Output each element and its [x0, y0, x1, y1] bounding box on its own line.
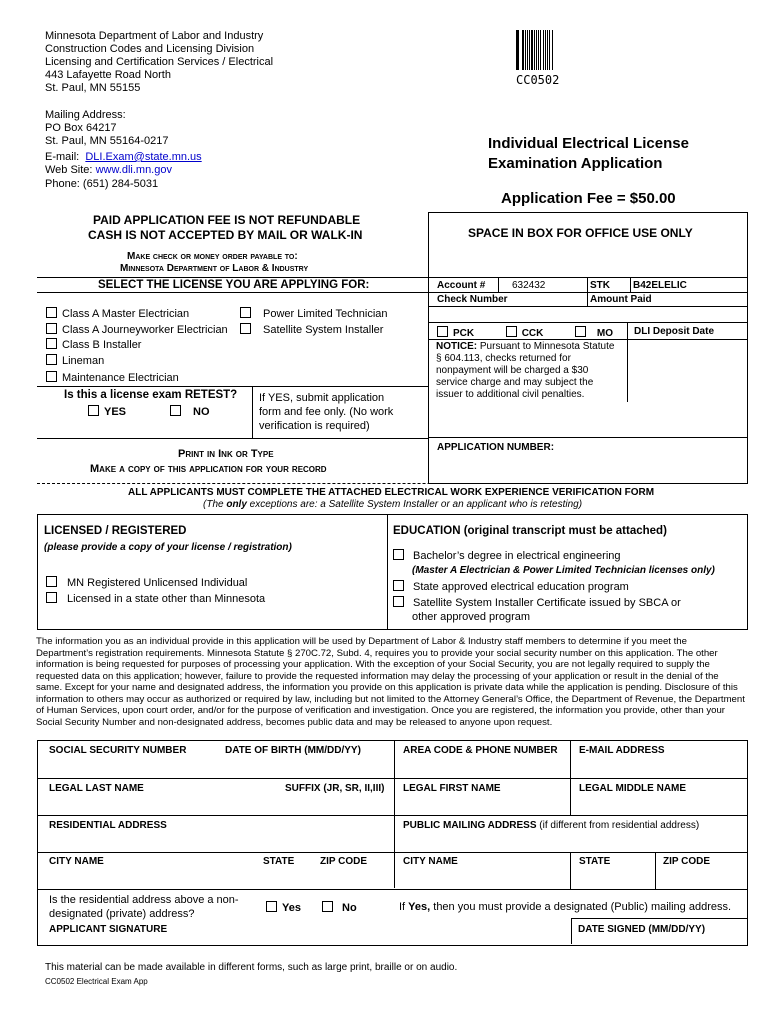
ssn-label: SOCIAL SECURITY NUMBER	[49, 745, 187, 756]
copy-instruction: Make a copy of this application for your record	[90, 463, 327, 475]
agency-name: Minnesota Department of Labor and Industry	[45, 30, 264, 42]
signature-label: APPLICANT SIGNATURE	[49, 924, 168, 935]
separator	[37, 483, 746, 484]
license-option-satellite[interactable]	[240, 323, 383, 336]
email-label: E-mail:	[45, 151, 80, 163]
checkbox[interactable]	[240, 307, 251, 318]
education-option-satellite[interactable]	[393, 596, 681, 609]
nondesignated-question-1: Is the residential address above a non-	[49, 894, 239, 906]
stk-value: B42ELELIC	[633, 280, 687, 291]
yes-label: Yes	[282, 902, 301, 914]
email-link[interactable]: DLI.Exam@state.mn.us	[85, 151, 202, 163]
education-satellite-cont: other approved program	[412, 611, 531, 623]
nondesignated-no-option[interactable]	[322, 901, 357, 914]
notice-text1: Pursuant to Minnesota Statute	[477, 341, 615, 352]
public-mailing-label	[403, 820, 699, 831]
date-signed-label: DATE SIGNED (MM/DD/YY)	[578, 924, 706, 935]
agency-unit: Licensing and Certification Services / Electrical	[45, 56, 274, 68]
cash-notice: CASH IS NOT ACCEPTED BY MAIL OR WALK-IN	[88, 228, 363, 242]
note-yes: Yes,	[408, 901, 431, 913]
checkbox[interactable]	[46, 323, 57, 334]
checkbox[interactable]	[46, 307, 57, 318]
stk-label: STK	[590, 280, 610, 291]
license-option-maintenance[interactable]	[46, 371, 179, 384]
retest-note-3: verification is required)	[259, 420, 370, 432]
note-text: then you must provide a designated (Public) mailing address.	[430, 901, 732, 913]
first-name-label: LEGAL FIRST NAME	[403, 783, 501, 794]
last-name-label: LEGAL LAST NAME	[49, 783, 144, 794]
cck-label: CCK	[521, 328, 544, 339]
licensed-option-other-state[interactable]	[46, 592, 265, 605]
payable-line1: Make check or money order payable to:	[127, 251, 298, 262]
license-option-label: Class B Installer	[62, 339, 142, 351]
refund-notice: PAID APPLICATION FEE IS NOT REFUNDABLE	[93, 213, 361, 227]
pck-checkbox[interactable]	[437, 326, 448, 337]
license-option-class-b[interactable]	[46, 338, 141, 351]
verification-notice: ALL APPLICANTS MUST COMPLETE THE ATTACHED ELECTRICAL WORK EXPERIENCE VERIFICATION FORM	[128, 487, 655, 498]
education-heading: EDUCATION (original transcript must be attached)	[393, 525, 667, 537]
state-label-residential: STATE	[263, 856, 295, 867]
form-id: CC0502 Electrical Exam App	[45, 977, 148, 986]
website-line	[45, 164, 172, 176]
account-label: Account #	[437, 280, 486, 291]
notice-line3: nonpayment will be charged a $30	[436, 365, 589, 376]
cck-checkbox[interactable]	[506, 326, 517, 337]
licensed-option-mn[interactable]	[46, 576, 247, 589]
licensed-subheading: (please provide a copy of your license / registration)	[44, 542, 292, 553]
dob-label: DATE OF BIRTH (MM/DD/YY)	[225, 745, 361, 756]
exceptions-text: exceptions are: a Satellite System Installer or an applicant who is retesting)	[246, 499, 583, 510]
license-option-label: Class A Master Electrician	[62, 308, 190, 320]
mo-label: MO	[596, 328, 614, 339]
checkbox[interactable]	[88, 405, 99, 416]
application-fee: Application Fee = $50.00	[501, 190, 676, 207]
note-prefix: If	[399, 901, 409, 913]
agency-division: Construction Codes and Licensing Division	[45, 43, 255, 55]
mailing-label: Mailing Address:	[45, 109, 126, 121]
retest-no-label: NO	[193, 406, 210, 418]
nondesignated-question-2: designated (private) address?	[49, 908, 195, 920]
check-number-label: Check Number	[437, 294, 508, 305]
checkbox[interactable]	[393, 596, 404, 607]
checkbox[interactable]	[266, 901, 277, 912]
verification-exceptions	[203, 499, 582, 510]
education-bachelors-note: (Master A Electrician & Power Limited Technician licenses only)	[412, 565, 715, 576]
retest-no-option[interactable]	[170, 405, 210, 418]
license-option-master[interactable]	[46, 307, 189, 320]
checkbox[interactable]	[46, 338, 57, 349]
licensed-option-label: Licensed in a state other than Minnesota	[67, 593, 266, 605]
print-instruction: Print in Ink or Type	[178, 448, 274, 460]
education-option-label: Satellite System Installer Certificate issued by SBCA or	[413, 597, 681, 609]
checkbox[interactable]	[46, 576, 57, 587]
zip-label-residential: ZIP CODE	[320, 856, 368, 867]
licensed-option-label: MN Registered Unlicensed Individual	[67, 577, 248, 589]
residential-address-label: RESIDENTIAL ADDRESS	[49, 820, 167, 831]
license-option-label: Power Limited Technician	[263, 308, 388, 320]
license-option-label: Maintenance Electrician	[62, 372, 179, 384]
email-field-label: E-MAIL ADDRESS	[579, 745, 665, 756]
education-option-label: State approved electrical education program	[413, 581, 629, 593]
agency-city: St. Paul, MN 55155	[45, 82, 141, 94]
license-select-heading: SELECT THE LICENSE YOU ARE APPLYING FOR:	[98, 279, 370, 291]
education-option-label: Bachelor’s degree in electrical engineering	[413, 550, 621, 562]
zip-label-mailing: ZIP CODE	[663, 856, 711, 867]
form-title-line1: Individual Electrical License	[488, 135, 689, 152]
checkbox[interactable]	[46, 354, 57, 365]
retest-note-2: form and fee only. (No work	[259, 406, 394, 418]
retest-note-1: If YES, submit application	[259, 392, 385, 404]
email-line	[45, 151, 202, 163]
phone-line: Phone: (651) 284-5031	[45, 178, 159, 190]
mailing-city: St. Paul, MN 55164-0217	[45, 135, 169, 147]
checkbox[interactable]	[240, 323, 251, 334]
checkbox[interactable]	[170, 405, 181, 416]
application-number-label: APPLICATION NUMBER:	[437, 442, 555, 453]
education-option-bachelors[interactable]	[393, 549, 621, 562]
mo-checkbox[interactable]	[575, 326, 586, 337]
retest-yes-label: YES	[104, 406, 127, 418]
alt-formats-note: This material can be made available in different forms, such as large print, braille or on audio.	[45, 962, 458, 973]
license-option-power-limited[interactable]	[240, 307, 388, 320]
application-number-field[interactable]	[432, 455, 742, 479]
licensed-heading: LICENSED / REGISTERED	[44, 525, 187, 537]
notice-line1: NOTICE: Pursuant to Minnesota Statute	[436, 341, 615, 352]
agency-street: 443 Lafayette Road North	[45, 69, 171, 81]
notice-line4: service charge and may subject the	[436, 377, 594, 388]
account-value: 632432	[512, 280, 546, 291]
checkbox[interactable]	[393, 580, 404, 591]
exceptions-prefix: (The	[203, 499, 227, 510]
license-option-lineman[interactable]	[46, 354, 104, 367]
middle-name-label: LEGAL MIDDLE NAME	[579, 783, 687, 794]
office-use-heading: SPACE IN BOX FOR OFFICE USE ONLY	[468, 226, 693, 240]
payment-type-row	[437, 326, 613, 339]
license-option-journeyworker[interactable]	[46, 323, 228, 336]
education-option-state-program[interactable]	[393, 580, 629, 593]
public-mailing-title: PUBLIC MAILING ADDRESS	[403, 820, 537, 831]
pck-label: PCK	[453, 328, 475, 339]
form-code: CC0502	[516, 73, 560, 87]
license-option-label: Class A Journeyworker Electrician	[62, 324, 228, 336]
payable-line2: Minnesota Department of Labor & Industry	[120, 263, 309, 274]
checkbox[interactable]	[46, 371, 57, 382]
retest-question: Is this a license exam RETEST?	[64, 389, 238, 401]
website-link[interactable]: www.dli.mn.gov	[95, 164, 172, 176]
state-label-mailing: STATE	[579, 856, 611, 867]
license-option-label: Lineman	[62, 355, 105, 367]
amount-paid-label: Amount Paid	[590, 294, 652, 305]
nondesignated-yes-option[interactable]	[266, 901, 301, 914]
license-option-label: Satellite System Installer	[263, 324, 384, 336]
phone-label: AREA CODE & PHONE NUMBER	[403, 745, 558, 756]
privacy-notice: The information you as an individual provide in this application will be used by Department of Labor & Industry staff members to determine if you meet the Department’s registration requirements. Minnesota Statute § 270C.72, Subd. 4, requires you to provide your social security number on this application. The other information is being requested for purposes of processing your application. With the exception of your Social Security, you are not legally required to supply the requested data on this application; however, failure to provide the requested information may delay the processing of your application or result in the denial of the same. Except for your name and designated address, the information you provide on this application is private data while the application is pending. Disclosure of this information to others may occur as authorized or required by law, including but not limited to the Attorney General’s Office, the Department of Revenue, the Department of Human Services, upon court order, and/or for the purpose of verification and investigation. Once you are registered, the information you provide, other than your Social Security Number and non-designated address, becomes public data and may be released to anyone upon request.	[36, 636, 745, 728]
notice-line2: § 604.113, checks returned for	[436, 353, 571, 364]
barcode-image	[516, 30, 570, 70]
no-label: No	[342, 902, 357, 914]
form-title-line2: Examination Application	[488, 155, 663, 172]
checkbox[interactable]	[46, 592, 57, 603]
city-label-mailing: CITY NAME	[403, 856, 458, 867]
nondesignated-note	[399, 901, 731, 913]
notice-line5: issuer to additional civil penalties.	[436, 389, 585, 400]
barcode-bar	[553, 30, 554, 70]
dli-deposit-label: DLI Deposit Date	[634, 326, 715, 337]
website-label: Web Site:	[45, 164, 93, 176]
retest-yes-option[interactable]	[88, 405, 126, 418]
public-mailing-note: (if different from residential address)	[536, 820, 700, 831]
city-label-residential: CITY NAME	[49, 856, 104, 867]
checkbox[interactable]	[322, 901, 333, 912]
mailing-po-box: PO Box 64217	[45, 122, 117, 134]
exceptions-only: only	[226, 499, 247, 510]
checkbox[interactable]	[393, 549, 404, 560]
suffix-label: SUFFIX (JR, SR, II,III)	[285, 783, 385, 794]
